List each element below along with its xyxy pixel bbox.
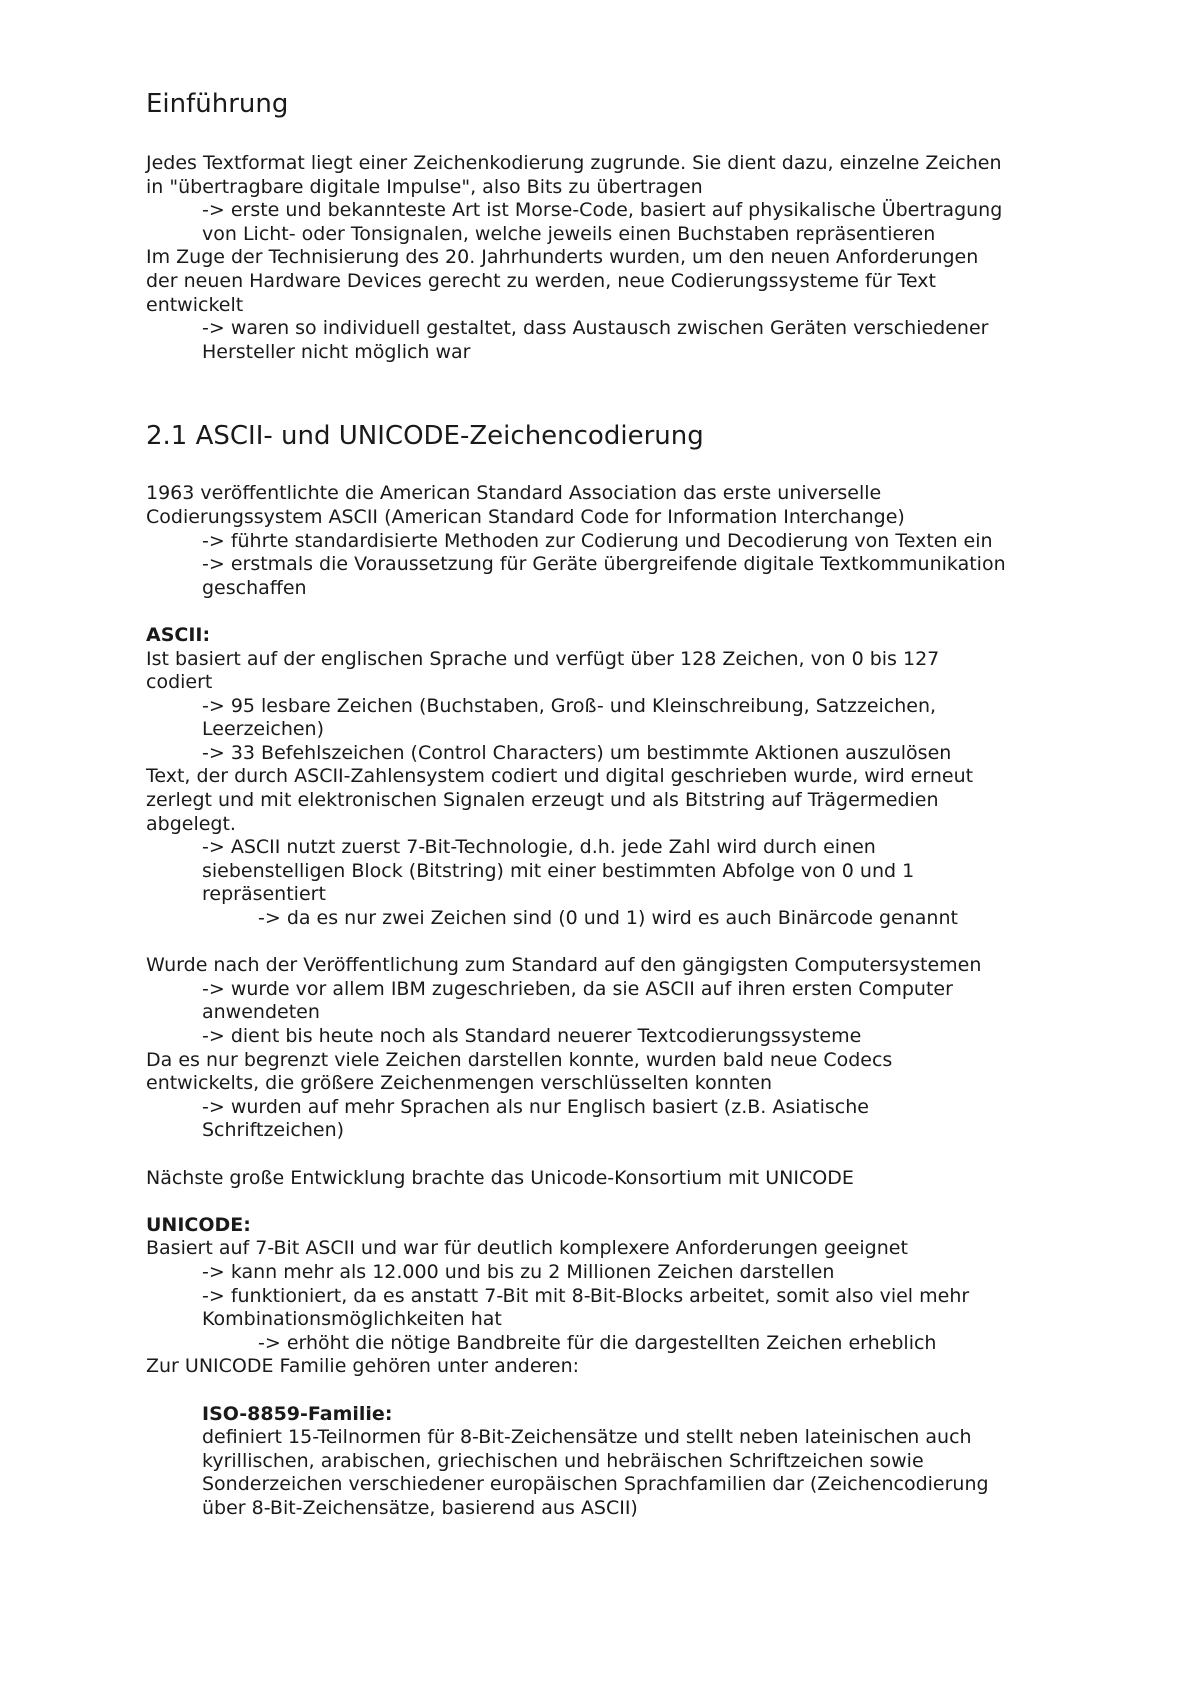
- ascii-subheading: ASCII:: [146, 623, 211, 646]
- section-line: Wurde nach der Veröffentlichung zum Standard auf den gängigsten Computersystemen: [146, 954, 982, 977]
- intro-line: Hersteller nicht möglich war: [202, 340, 471, 363]
- intro-line: in "übertragbare digitale Impulse", also Bits zu übertragen: [146, 175, 703, 198]
- section-line: Sonderzeichen verschiedener europäischen Sprachfamilien dar (Zeichencodierung: [202, 1473, 989, 1496]
- intro-line: entwickelt: [146, 293, 244, 316]
- intro-line: -> erste und bekannteste Art ist Morse-Code, basiert auf physikalische Übertragung: [202, 199, 1003, 222]
- section-line: anwendeten: [202, 1001, 320, 1024]
- section-line: Text, der durch ASCII-Zahlensystem codiert und digital geschrieben wurde, wird erneut: [146, 765, 974, 788]
- section-line: Codierungssystem ASCII (American Standard Code for Information Interchange): [146, 505, 905, 528]
- section-line: -> da es nur zwei Zeichen sind (0 und 1) wird es auch Binärcode genannt: [258, 907, 958, 930]
- section-line: codiert: [146, 671, 213, 694]
- section-line: kyrillischen, arabischen, griechischen und hebräischen Schriftzeichen sowie: [202, 1449, 924, 1472]
- section-line: Nächste große Entwicklung brachte das Unicode-Konsortium mit UNICODE: [146, 1166, 854, 1189]
- section-line: Kombinationsmöglichkeiten hat: [202, 1308, 502, 1331]
- section-line: Ist basiert auf der englischen Sprache und verfügt über 128 Zeichen, von 0 bis 127: [146, 647, 940, 670]
- section-line: Leerzeichen): [202, 718, 325, 741]
- section-line: -> erstmals die Voraussetzung für Geräte übergreifende digitale Textkommunikation: [202, 553, 1006, 576]
- section-line: -> erhöht die nötige Bandbreite für die dargestellten Zeichen erheblich: [258, 1331, 937, 1354]
- intro-line: der neuen Hardware Devices gerecht zu werden, neue Codierungssysteme für Text: [146, 269, 936, 292]
- intro-line: von Licht- oder Tonsignalen, welche jeweils einen Buchstaben repräsentieren: [202, 222, 936, 245]
- unicode-subheading: UNICODE:: [146, 1213, 251, 1236]
- section-line: -> 33 Befehlszeichen (Control Characters) um bestimmte Aktionen auszulösen: [202, 741, 952, 764]
- section-line: -> 95 lesbare Zeichen (Buchstaben, Groß- und Kleinschreibung, Satzzeichen,: [202, 694, 937, 717]
- heading-einfuehrung: Einführung: [146, 89, 289, 119]
- section-line: -> wurde vor allem IBM zugeschrieben, da sie ASCII auf ihren ersten Computer: [202, 977, 953, 1000]
- section-line: abgelegt.: [146, 812, 236, 835]
- section-line: geschaffen: [202, 576, 307, 599]
- section-line: -> dient bis heute noch als Standard neuerer Textcodierungssysteme: [202, 1025, 862, 1047]
- iso-8859-subheading: ISO-8859-Familie:: [202, 1402, 393, 1425]
- section-line: -> wurden auf mehr Sprachen als nur Englisch basiert (z.B. Asiatische: [202, 1095, 869, 1118]
- section-line: Schriftzeichen): [202, 1119, 345, 1142]
- section-line: entwickelts, die größere Zeichenmengen verschlüsselten konnten: [146, 1072, 773, 1095]
- section-line: repräsentiert: [202, 883, 326, 906]
- section-line: Zur UNICODE Familie gehören unter anderen:: [146, 1355, 580, 1378]
- section-line: Basiert auf 7-Bit ASCII und war für deutlich komplexere Anforderungen geeignet: [146, 1237, 908, 1260]
- section-line: über 8-Bit-Zeichensätze, basierend aus ASCII): [202, 1496, 638, 1519]
- section-line: -> funktioniert, da es anstatt 7-Bit mit 8-Bit-Blocks arbeitet, somit also viel mehr: [202, 1284, 970, 1307]
- section-line: siebenstelligen Block (Bitstring) mit einer bestimmten Abfolge von 0 und 1: [202, 859, 915, 882]
- section-line: 1963 veröffentlichte die American Standard Association das erste universelle: [146, 482, 882, 505]
- heading-ascii-unicode: 2.1 ASCII- und UNICODE-Zeichencodierung: [146, 421, 704, 452]
- section-line: -> kann mehr als 12.000 und bis zu 2 Millionen Zeichen darstellen: [202, 1260, 835, 1283]
- intro-line: Im Zuge der Technisierung des 20. Jahrhunderts wurden, um den neuen Anforderungen: [146, 246, 979, 269]
- section-line: Da es nur begrenzt viele Zeichen darstellen konnte, wurden bald neue Codecs: [146, 1048, 893, 1071]
- section-line: definiert 15-Teilnormen für 8-Bit-Zeichensätze und stellt neben lateinischen auch: [202, 1426, 972, 1449]
- document-content: [146, 86, 1106, 1520]
- section-line: -> führte standardisierte Methoden zur Codierung und Decodierung von Texten ein: [202, 529, 993, 552]
- intro-line: Jedes Textformat liegt einer Zeichenkodierung zugrunde. Sie dient dazu, einzelne Zeichen: [146, 152, 1002, 174]
- section-line: -> ASCII nutzt zuerst 7-Bit-Technologie, d.h. jede Zahl wird durch einen: [202, 836, 876, 859]
- section-line: zerlegt und mit elektronischen Signalen erzeugt und als Bitstring auf Trägermedien: [146, 789, 939, 812]
- intro-line: -> waren so individuell gestaltet, dass Austausch zwischen Geräten verschiedener: [202, 317, 989, 340]
